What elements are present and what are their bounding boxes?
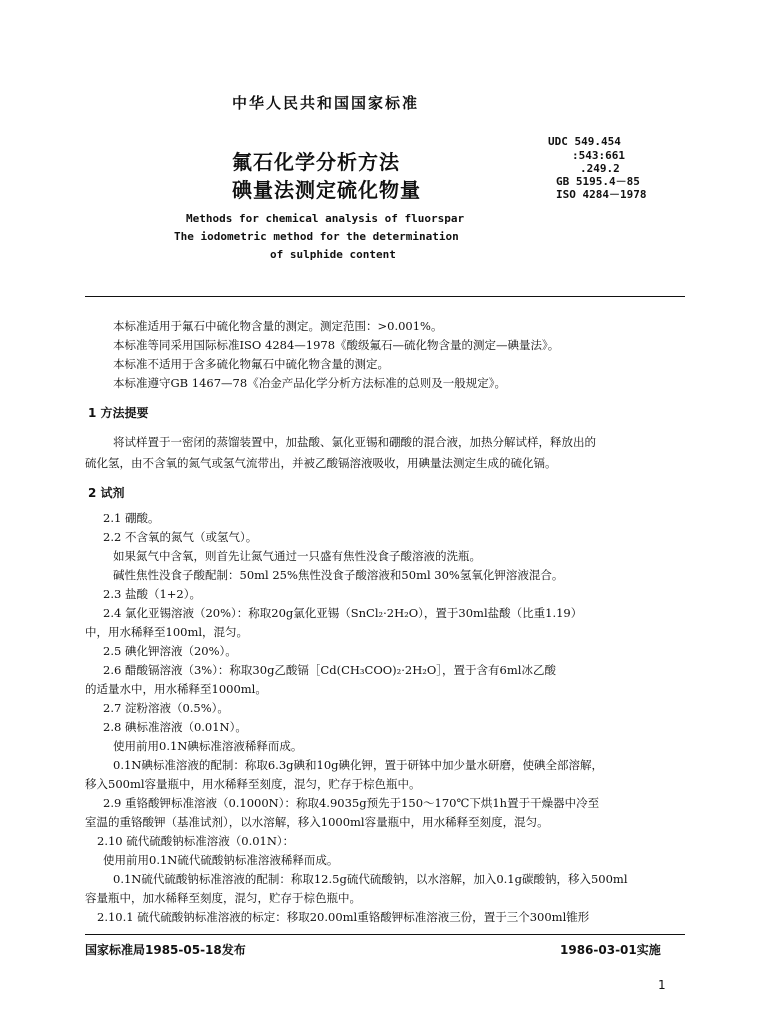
udc-code-line1: UDC 549.454 (548, 135, 621, 148)
reagent-line: 容量瓶中，加水稀释至刻度，混匀，贮存于棕色瓶中。 (85, 891, 361, 905)
document-title-line1: 氟石化学分析方法 (232, 150, 400, 174)
reagent-line: 的适量水中，用水稀释至1000ml。 (85, 682, 267, 696)
implementation-date: 1986-03-01实施 (560, 943, 661, 957)
udc-code-line2: :543:661 (572, 149, 625, 162)
reagent-line: 2.7 淀粉溶液（0.5%）。 (103, 701, 229, 715)
reagent-line: 2.6 醋酸镉溶液（3%）：称取30g乙酸镉［Cd(CH₃COO)₂·2H₂O］，置于含有6ml冰乙酸 (103, 663, 556, 677)
reagent-line: 使用前用0.1N碘标准溶液稀释而成。 (113, 739, 303, 753)
reagent-line: 0.1N碘标准溶液的配制：称取6.3g碘和10g碘化钾，置于研钵中加少量水研磨，使碘全部溶解， (113, 758, 603, 772)
reagent-line: 使用前用0.1N硫代硫酸钠标准溶液稀释而成。 (103, 853, 339, 867)
udc-code-line3: .249.2 (580, 162, 620, 175)
issuing-body: 中华人民共和国国家标准 (232, 94, 420, 112)
english-title-line2: The iodometric method for the determination (174, 230, 459, 243)
header-rule (85, 296, 685, 297)
gb-number: GB 5195.4－85 (556, 175, 640, 188)
issue-date: 国家标准局1985-05-18发布 (85, 943, 246, 957)
reagent-line: 碱性焦性没食子酸配制：50ml 25%焦性没食子酸溶液和50ml 30%氢氧化钾溶液混合。 (113, 568, 564, 582)
reagent-line: 2.9 重铬酸钾标准溶液（0.1000N）：称取4.9035g预先于150～170℃下烘1h置于干燥器中冷至 (103, 796, 600, 810)
reagent-line: 2.10.1 硫代硫酸钠标准溶液的标定：移取20.00ml重铬酸钾标准溶液三份，置于三个300ml锥形 (97, 910, 590, 924)
reagent-line: 2.4 氯化亚锡溶液（20%）：称取20g氯化亚锡（SnCl₂·2H₂O），置于30ml盐酸（比重1.19） (103, 606, 583, 620)
document-title-line2: 碘量法测定硫化物量 (232, 178, 421, 202)
intro-line: 本标准等同采用国际标准ISO 4284—1978《酸级氟石—硫化物含量的测定—碘量法》。 (113, 338, 560, 352)
reagent-line: 2.3 盐酸（1+2）。 (103, 587, 201, 601)
intro-line: 本标准适用于氟石中硫化物含量的测定。测定范围：>0.001%。 (113, 319, 443, 333)
reagent-line: 移入500ml容量瓶中，用水稀释至刻度，混匀，贮存于棕色瓶中。 (85, 777, 421, 791)
page-number: 1 (658, 978, 666, 992)
intro-line: 本标准不适用于含多硫化物氟石中硫化物含量的测定。 (113, 357, 389, 371)
reagent-line: 2.2 不含氧的氮气（或氢气）。 (103, 530, 258, 544)
section-1-text: 将试样置于一密闭的蒸馏装置中，加盐酸、氯化亚锡和硼酸的混合液，加热分解试样，释放出的 (113, 435, 596, 449)
section-heading-2: 2 试剂 (88, 486, 125, 500)
reagent-line: 0.1N硫代硫酸钠标准溶液的配制：称取12.5g硫代硫酸钠，以水溶解，加入0.1g碳酸钠，移入500ml (113, 872, 628, 886)
english-title-line3: of sulphide content (270, 248, 396, 261)
section-1-text: 硫化氢，由不含氧的氮气或氢气流带出，并被乙酸镉溶液吸收，用碘量法测定生成的硫化镉。 (85, 456, 557, 470)
reagent-line: 2.5 碘化钾溶液（20%）。 (103, 644, 237, 658)
reagent-line: 室温的重铬酸钾（基准试剂），以水溶解，移入1000ml容量瓶中，用水稀释至刻度，混匀。 (85, 815, 549, 829)
english-title-line1: Methods for chemical analysis of fluorspar (186, 212, 465, 225)
reagent-line: 2.10 硫代硫酸钠标准溶液（0.01N）： (97, 834, 295, 848)
reagent-line: 如果氮气中含氧，则首先让氮气通过一只盛有焦性没食子酸溶液的洗瓶。 (113, 549, 481, 563)
iso-number: ISO 4284－1978 (556, 188, 647, 201)
intro-line: 本标准遵守GB 1467—78《冶金产品化学分析方法标准的总则及一般规定》。 (113, 376, 506, 390)
reagent-line: 中，用水稀释至100ml，混匀。 (85, 625, 249, 639)
reagent-line: 2.8 碘标准溶液（0.01N）。 (103, 720, 247, 734)
reagent-line: 2.1 硼酸。 (103, 511, 160, 525)
section-heading-1: 1 方法提要 (88, 406, 149, 420)
footer-rule (85, 934, 685, 935)
